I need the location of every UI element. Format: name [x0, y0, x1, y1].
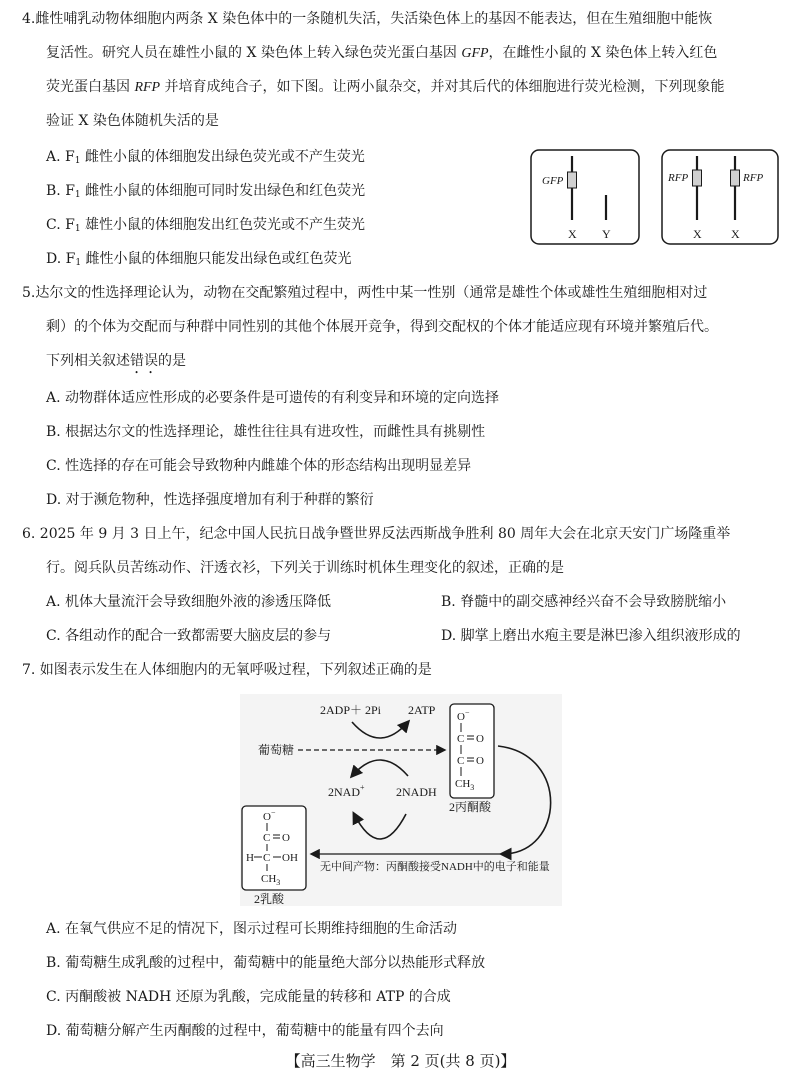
lactate-c2: C	[263, 852, 271, 864]
q4-option-d: D. $F_1$ 雌性小鼠的体细胞只能发出绿色或红色荧光	[46, 251, 352, 268]
q7-option-c: C. 丙酮酸被 NADH 还原为乳酸，完成能量的转移和 ATP 的合成	[46, 989, 451, 1005]
q4-stem-line4: 验证 X 染色体随机失活的是	[46, 113, 219, 129]
lactate-h: H	[246, 852, 254, 864]
q4-option-c: C. $F_1$ 雄性小鼠的体细胞发出红色荧光或不产生荧光	[46, 217, 366, 234]
lactate-ch3: $CH_3$	[261, 873, 281, 887]
q5-option-d: D. 对于濒危物种，性选择强度增加有利于种群的繁衍	[46, 492, 374, 508]
rfp-gene-marker-2	[731, 170, 740, 186]
q5-stem-line2: 剩）的个体为交配而与种群中同性别的其他个体展开竞争，得到交配权的个体才能适应现有环境并繁殖后代。	[46, 319, 718, 335]
female-x1-label: X	[693, 227, 702, 241]
q5-option-b: B. 根据达尔文的性选择理论，雄性往往具有进攻性，而雌性具有挑剔性	[46, 424, 486, 440]
page-footer: 【高三生物学 第 2 页(共 8 页)】	[285, 1052, 516, 1070]
q4-stem-line1: 4.雌性哺乳动物体细胞内两条 X 染色体中的一条随机失活，失活染色体上的基因不能表达，但在生殖细胞中能恢	[22, 11, 713, 27]
female-x2-label: X	[731, 227, 740, 241]
q5-option-c: C. 性选择的存在可能会导致物种内雌雄个体的形态结构出现明显差异	[46, 458, 472, 474]
male-x-label: X	[568, 227, 577, 241]
pyruvate-c2: C	[457, 755, 465, 767]
pyruvate-c1: C	[457, 733, 465, 745]
nadh-label: 2NADH	[396, 785, 437, 799]
q6-option-d: D. 脚掌上磨出水疱主要是淋巴渗入组织液形成的	[441, 628, 741, 644]
pyruvate-ch3: $CH_3$	[455, 778, 475, 792]
male-y-label: Y	[602, 227, 611, 241]
lactate-oh: OH	[282, 852, 298, 864]
glucose-label: 葡萄糖	[258, 743, 295, 757]
q6-stem-line1: 6. 2025 年 9 月 3 日上午，纪念中国人民抗日战争暨世界反法西斯战争胜利 80 周年大会在北京天安门广场隆重举	[22, 526, 731, 542]
q7-option-d: D. 葡萄糖分解产生丙酮酸的过程中，葡萄糖中的能量有四个去向	[46, 1023, 444, 1039]
gfp-gene-marker	[568, 172, 577, 188]
q4-option-b: B. $F_1$ 雌性小鼠的体细胞可同时发出绿色和红色荧光	[46, 183, 366, 200]
anaerobic-respiration-diagram	[240, 694, 562, 906]
q4-chromosome-figure	[528, 148, 783, 248]
lactate-label: 2乳酸	[254, 892, 285, 906]
gfp-label: GFP	[542, 175, 564, 187]
pyruvate-label: 2丙酮酸	[449, 800, 492, 814]
q4-option-a: A. $F_1$ 雌性小鼠的体细胞发出绿色荧光或不产生荧光	[46, 149, 365, 166]
q5-option-a: A. 动物群体适应性形成的必要条件是可遗传的有利变异和环境的定向选择	[46, 390, 500, 406]
q7-option-b: B. 葡萄糖生成乳酸的过程中，葡萄糖中的能量绝大部分以热能形式释放	[46, 955, 486, 971]
gfp-gene-name: GFP	[461, 46, 489, 61]
nad-label: 2NAD+	[328, 783, 365, 799]
q6-option-c: C. 各组动作的配合一致都需要大脑皮层的参与	[46, 628, 332, 644]
q4-stem-line2: 复活性。研究人员在雄性小鼠的 X 染色体上转入绿色荧光蛋白基因 GFP，在雌性小鼠的 X 染色体上转入红色	[46, 45, 718, 61]
atp-label: 2ATP	[408, 703, 436, 717]
rfp-gene-marker-1	[693, 170, 702, 186]
no-intermediate-note: 无中间产物：丙酮酸接受NADH中的电子和能量	[320, 861, 550, 873]
q5-stem-line3: 下列相关叙述错误的是	[46, 353, 186, 369]
q7-option-a: A. 在氧气供应不足的情况下，图示过程可长期维持细胞的生命活动	[46, 921, 458, 937]
pyruvate-o2: O	[476, 755, 484, 767]
lactate-o-minus: O−	[263, 808, 276, 823]
q6-option-b: B. 脊髓中的副交感神经兴奋不会导致膀胱缩小	[441, 594, 727, 610]
pyruvate-o1: O	[476, 733, 484, 745]
rfp-label-2: RFP	[743, 172, 764, 184]
q4-stem-line3: 荧光蛋白基因 RFP 并培育成纯合子，如下图。让两小鼠杂交，并对其后代的体细胞进行荧光检测，下列现象能	[46, 79, 725, 95]
rfp-gene-name: RFP	[134, 80, 161, 95]
emphasis-wrong: 错误	[130, 353, 158, 369]
q6-stem-line2: 行。阅兵队员苦练动作、汗透衣衫，下列关于训练时机体生理变化的叙述，正确的是	[46, 560, 564, 576]
q5-stem-line1: 5.达尔文的性选择理论认为，动物在交配繁殖过程中，两性中某一性别（通常是雄性个体或雄性生殖细胞相对过	[22, 285, 708, 301]
female-mouse-box	[662, 150, 778, 244]
pyruvate-o-minus: O−	[457, 708, 470, 723]
lactate-c1: C	[263, 832, 271, 844]
adp-pi-label: 2ADP＋ 2Pi	[320, 703, 382, 717]
q6-option-a: A. 机体大量流汗会导致细胞外液的渗透压降低	[46, 594, 332, 610]
lactate-o: O	[282, 832, 290, 844]
rfp-label-1: RFP	[668, 172, 689, 184]
male-mouse-box	[531, 150, 639, 244]
q7-stem-line1: 7. 如图表示发生在人体细胞内的无氧呼吸过程，下列叙述正确的是	[22, 662, 432, 678]
